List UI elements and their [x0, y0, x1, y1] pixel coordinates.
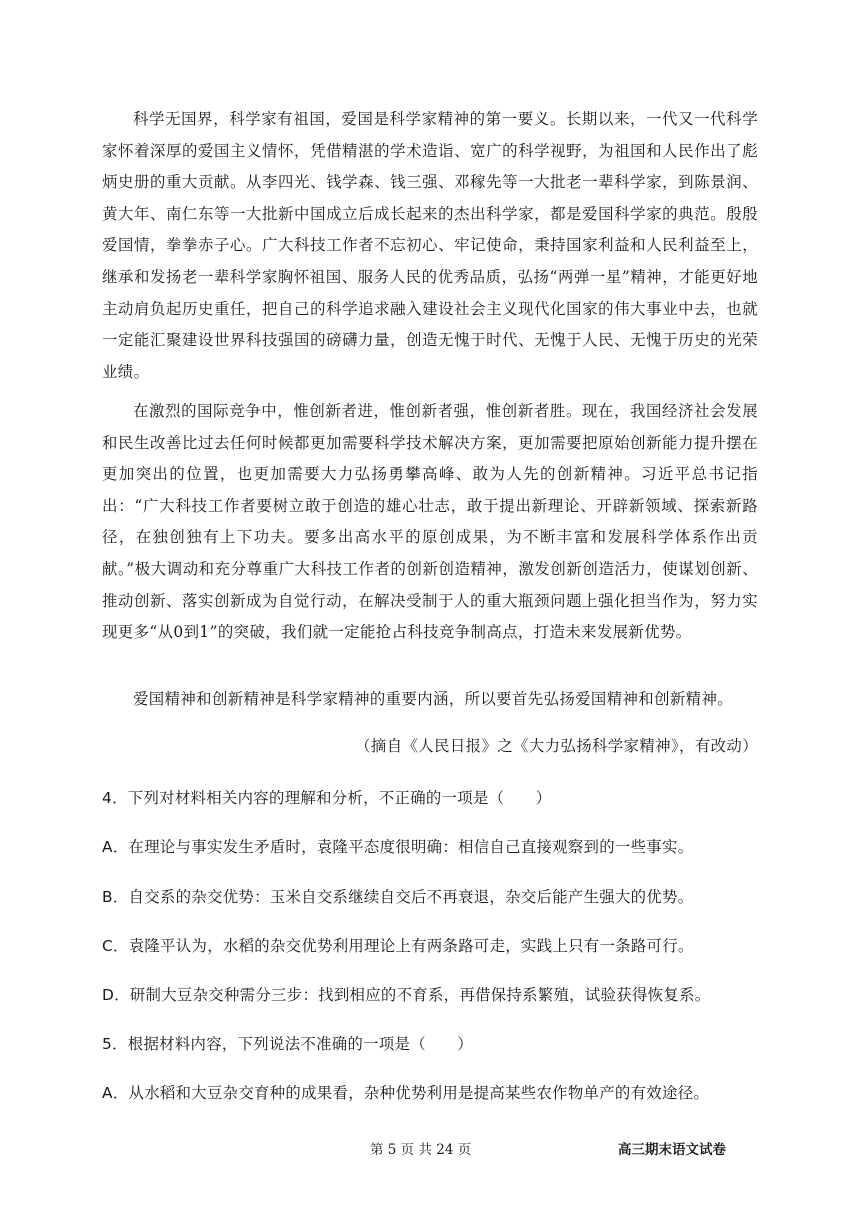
question-4-option-d: D．研制大豆杂交种需分三步：找到相应的不育系，再借保持系繁殖，试验获得恢复系。	[102, 986, 711, 1004]
question-5-stem: 5．根据材料内容，下列说法不准确的一项是（ ）	[102, 1035, 473, 1053]
question-5-option-a: A．从水稻和大豆杂交育种的成果看，杂种优势利用是提高某些农作物单产的有效途径。	[102, 1084, 710, 1102]
question-4-option-b: B．自交系的杂交优势：玉米自交系继续自交后不再衰退，杂交后能产生强大的优势。	[102, 888, 694, 906]
article-paragraph-3: 爱国精神和创新精神是科学家精神的重要内涵，所以要首先弘扬爱国精神和创新精神。	[133, 690, 734, 708]
question-4-option-a: A．在理论与事实发生矛盾时，袁隆平态度很明确：相信自己直接观察到的一些事实。	[102, 838, 694, 856]
question-4-option-c: C．袁隆平认为，水稻的杂交优势利用理论上有两条路可走，实践上只有一条路可行。	[102, 937, 694, 955]
exam-title: 高三期末语文试卷	[618, 1142, 726, 1158]
article-paragraph-2: 在激烈的国际竞争中，惟创新者进，惟创新者强，惟创新者胜。现在，我国经济社会发展和民生改善比过去任何时候都更加需要科学技术解决方案，更加需要把原始创新能力提升摆在更加突出的位置，也更加需要大力弘扬勇攀高峰、敢为人先的创新精神。习近平总书记指出：“广大科技工作者要树立敢于创造的雄心壮志，敢于提出新理论、开辟新领域、探索新路径，在独创独有上下功夫。要多出高水平的原创成果，为不断丰富和发展科学体系作出贡献。”极大调动和充分尊重广大科技工作者的创新创造精神，激发创新创造活力，使谋划创新、推动创新、落实创新成为自觉行动，在解决受制于人的重大瓶颈问题上强化担当作为，努力实现更多“从0到1”的突破，我们就一定能抢占科技竞争制高点，打造未来发展新优势。	[102, 402, 758, 642]
article-source: （摘自《人民日报》之《大力弘扬科学家精神》，有改动）	[355, 737, 758, 755]
question-4-stem: 4．下列对材料相关内容的理解和分析，不正确的一项是（ ）	[102, 789, 552, 807]
article-paragraph-1: 科学无国界，科学家有祖国，爱国是科学家精神的第一要义。长期以来，一代又一代科学家怀着深厚的爱国主义情怀，凭借精湛的学术造诣、宽广的科学视野，为祖国和人民作出了彪炳史册的重大贡献。从李四光、钱学森、钱三强、邓稼先等一大批老一辈科学家，到陈景润、黄大年、南仁东等一大批新中国成立后成长起来的杰出科学家，都是爱国科学家的典范。殷殷爱国情，拳拳赤子心。广大科技工作者不忘初心、牢记使命，秉持国家利益和人民利益至上，继承和发扬老一辈科学家胸怀祖国、服务人民的优秀品质，弘扬“两弹一星”精神，才能更好地主动肩负起历史重任，把自己的科学追求融入建设社会主义现代化国家的伟大事业中去，也就一定能汇聚建设世界科技强国的磅礴力量，创造无愧于时代、无愧于人民、无愧于历史的光荣业绩。	[102, 110, 758, 381]
page-number: 第 5 页 共 24 页	[370, 1142, 472, 1158]
